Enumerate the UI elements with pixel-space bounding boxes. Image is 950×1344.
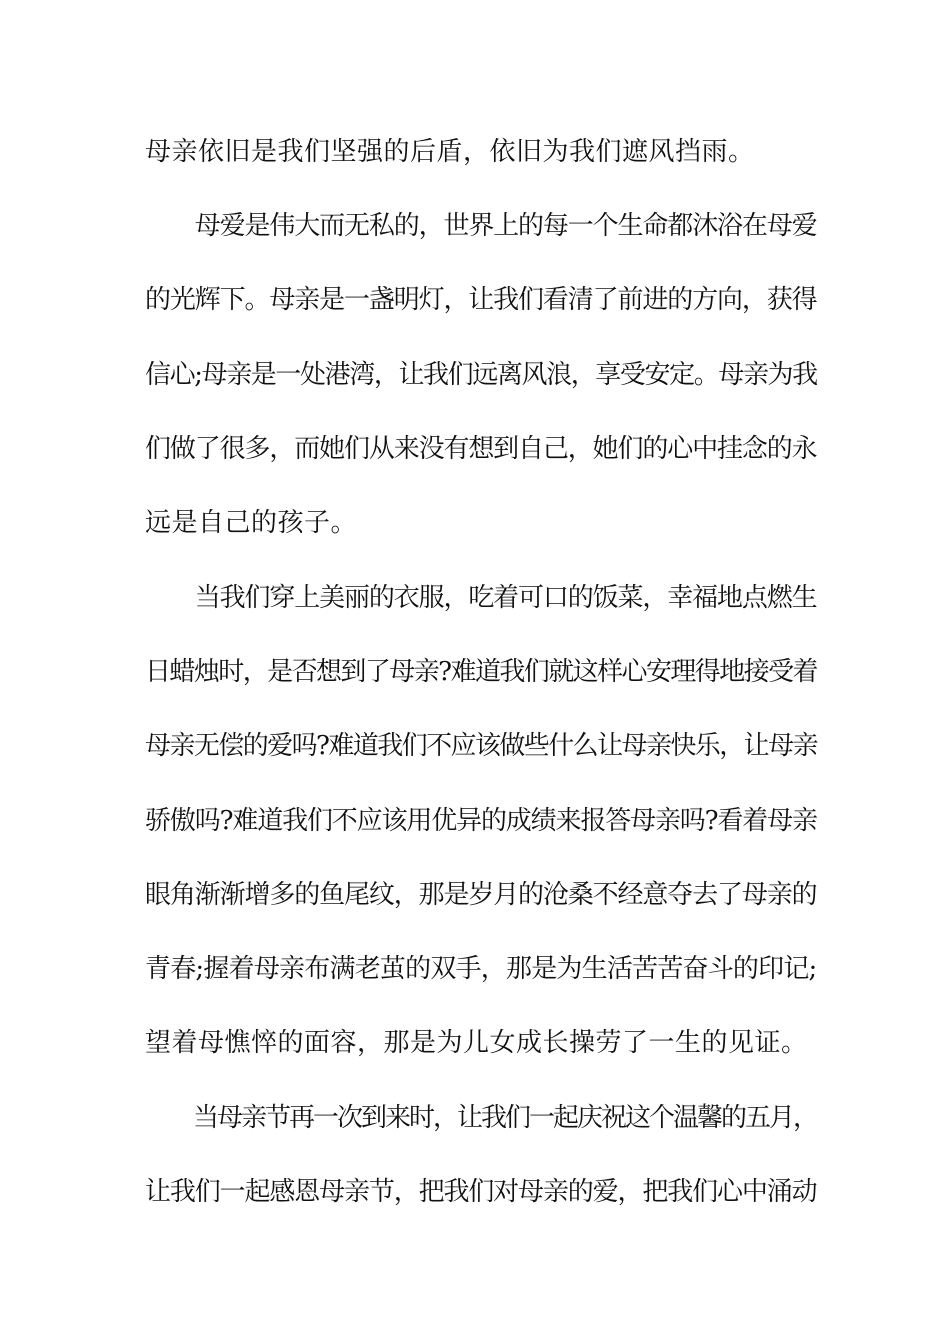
text-line: 母爱是伟大而无私的，世界上的每一个生命都沐浴在母爱 [145,211,817,241]
text-line: 当我们穿上美丽的衣服，吃着可口的饭菜，幸福地点燃生 [145,583,817,613]
text-line: 青春;握着母亲布满老茧的双手，那是为生活苦苦奋斗的印记; [145,954,817,984]
text-line: 骄傲吗?难道我们不应该用优异的成绩来报答母亲吗?看着母亲 [145,806,817,836]
text-line: 母亲无偿的爱吗?难道我们不应该做些什么让母亲快乐，让母亲 [145,731,817,761]
text-line: 当母亲节再一次到来时，让我们一起庆祝这个温馨的五月， [145,1103,818,1133]
text-line: 的光辉下。母亲是一盏明灯，让我们看清了前进的方向，获得 [145,285,817,315]
text-line: 望着母憔悴的面容，那是为儿女成长操劳了一生的见证。 [145,1028,808,1058]
text-line: 让我们一起感恩母亲节，把我们对母亲的爱，把我们心中涌动 [145,1177,817,1207]
text-line: 远是自己的孩子。 [145,508,358,538]
text-line: 们做了很多，而她们从来没有想到自己，她们的心中挂念的永 [145,434,817,464]
text-line: 母亲依旧是我们坚强的后盾，依旧为我们遮风挡雨。 [145,137,755,167]
text-line: 日蜡烛时，是否想到了母亲?难道我们就这样心安理得地接受着 [145,657,817,687]
text-line: 眼角渐渐增多的鱼尾纹，那是岁月的沧桑不经意夺去了母亲的 [145,880,817,910]
text-line: 信心;母亲是一处港湾，让我们远离风浪，享受安定。母亲为我 [145,360,817,390]
